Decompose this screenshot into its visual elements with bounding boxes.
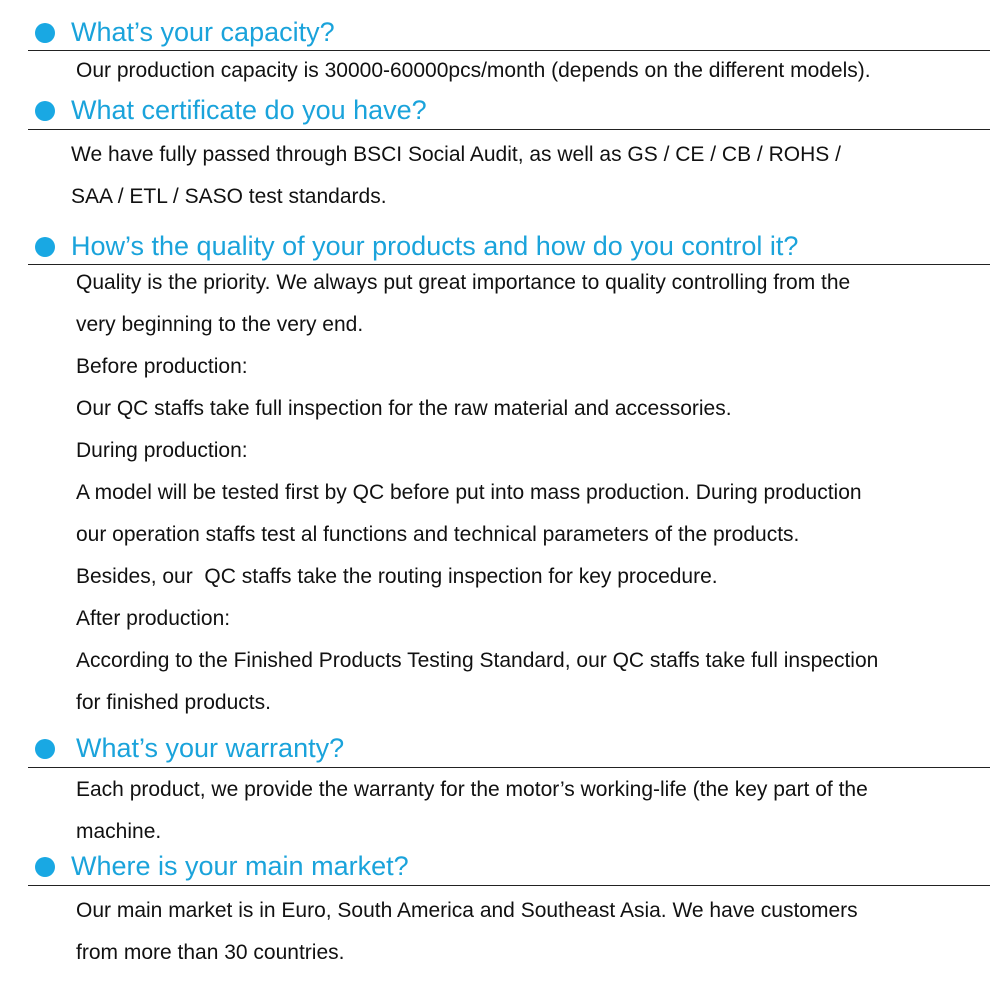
divider	[28, 885, 990, 886]
question-row	[0, 92, 1000, 132]
answer-line: machine.	[76, 820, 162, 843]
answer-line: According to the Finished Products Testing Standard, our QC staffs take full inspection	[76, 649, 879, 672]
question-title: What certificate do you have?	[71, 95, 427, 125]
bullet-icon	[35, 23, 55, 43]
divider	[28, 264, 990, 265]
answer-line: Our main market is in Euro, South America and Southeast Asia. We have customers	[76, 899, 858, 922]
divider	[28, 767, 990, 768]
divider	[28, 50, 990, 51]
answer-line: Our QC staffs take full inspection for the raw material and accessories.	[76, 397, 732, 420]
answer-line: Besides, our QC staffs take the routing inspection for key procedure.	[76, 565, 718, 588]
question-row	[0, 848, 1000, 888]
answer-line: We have fully passed through BSCI Social Audit, as well as GS / CE / CB / ROHS /	[71, 143, 841, 166]
question-title: What’s your capacity?	[71, 17, 335, 47]
bullet-icon	[35, 857, 55, 877]
answer-line: for finished products.	[76, 691, 271, 714]
question-row	[0, 14, 1000, 54]
question-title: How’s the quality of your products and how do you control it?	[71, 231, 799, 261]
answer-line: Our production capacity is 30000-60000pcs/month (depends on the different models).	[76, 59, 871, 82]
question-title: Where is your main market?	[71, 851, 409, 881]
answer-line: very beginning to the very end.	[76, 313, 364, 336]
divider	[28, 129, 990, 130]
answer-line: A model will be tested first by QC before put into mass production. During production	[76, 481, 862, 504]
answer-line: from more than 30 countries.	[76, 941, 345, 964]
answer-line: our operation staffs test al functions and technical parameters of the products.	[76, 523, 800, 546]
question-row	[0, 730, 1000, 770]
answer-line: During production:	[76, 439, 248, 462]
bullet-icon	[35, 237, 55, 257]
question-title: What’s your warranty?	[76, 733, 345, 763]
answer-line: Each product, we provide the warranty for the motor’s working-life (the key part of the	[76, 778, 868, 801]
answer-line: SAA / ETL / SASO test standards.	[71, 185, 387, 208]
bullet-icon	[35, 739, 55, 759]
answer-line: After production:	[76, 607, 231, 630]
question-row	[0, 228, 1000, 268]
answer-line: Quality is the priority. We always put great importance to quality controlling from the	[76, 271, 851, 294]
answer-line: Before production:	[76, 355, 248, 378]
bullet-icon	[35, 101, 55, 121]
